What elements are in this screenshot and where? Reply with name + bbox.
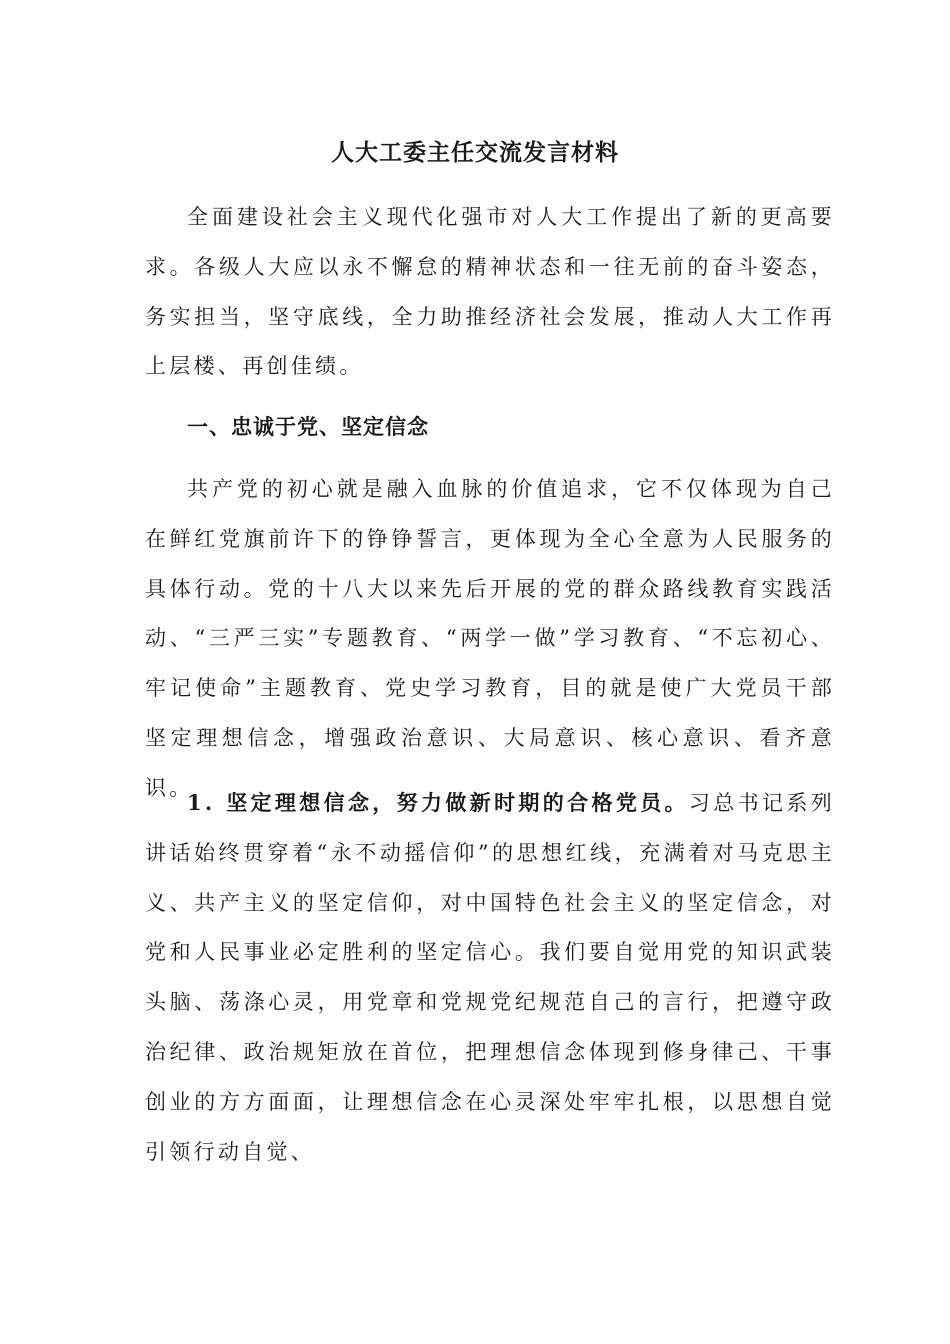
section-paragraph: 共产党的初心就是融入血脉的价值追求，它不仅体现为自己在鲜红党旗前许下的铮铮誓言，更体现为全心全意为人民服务的具体行动。党的十八大以来先后开展的党的群众路线教育实践活动、“三严三实”专题教育、“两学一做”学习教育、“不忘初心、牢记使命”主题教育、党史学习教育，目的就是使广大党员干部坚定理想信念，增强政治意识、大局意识、核心意识、看齐意识。 bbox=[145, 477, 835, 800]
item-body: 习总书记系列讲话始终贯穿着“永不动摇信仰”的思想红线，充满着对马克思主义、共产主义的坚定信仰，对中国特色社会主义的坚定信念，对党和人民事业必定胜利的坚定信心。我们要自觉用党的知识武装头脑、荡涤心灵，用党章和党规党纪规范自己的言行，把遵守政治纪律、政治规矩放在首位，把理想信念体现到修身律己、干事创业的方方面面，让理想信念在心灵深处牢牢扎根，以思想自觉引领行动自觉、 bbox=[145, 791, 835, 1164]
intro-paragraph: 全面建设社会主义现代化强市对人大工作提出了新的更高要求。各级人大应以永不懈怠的精神状态和一往无前的奋斗姿态，务实担当，坚守底线，全力助推经济社会发展，推动人大工作再上层楼、再创佳绩。 bbox=[145, 205, 835, 379]
document-title: 人大工委主任交流发言材料 bbox=[331, 139, 619, 166]
section-heading: 一、忠诚于党、坚定信念 bbox=[187, 414, 429, 439]
item-paragraph bbox=[145, 778, 835, 1177]
item-lead: 1. 坚定理想信念，努力做新时期的合格党员。 bbox=[187, 790, 689, 815]
